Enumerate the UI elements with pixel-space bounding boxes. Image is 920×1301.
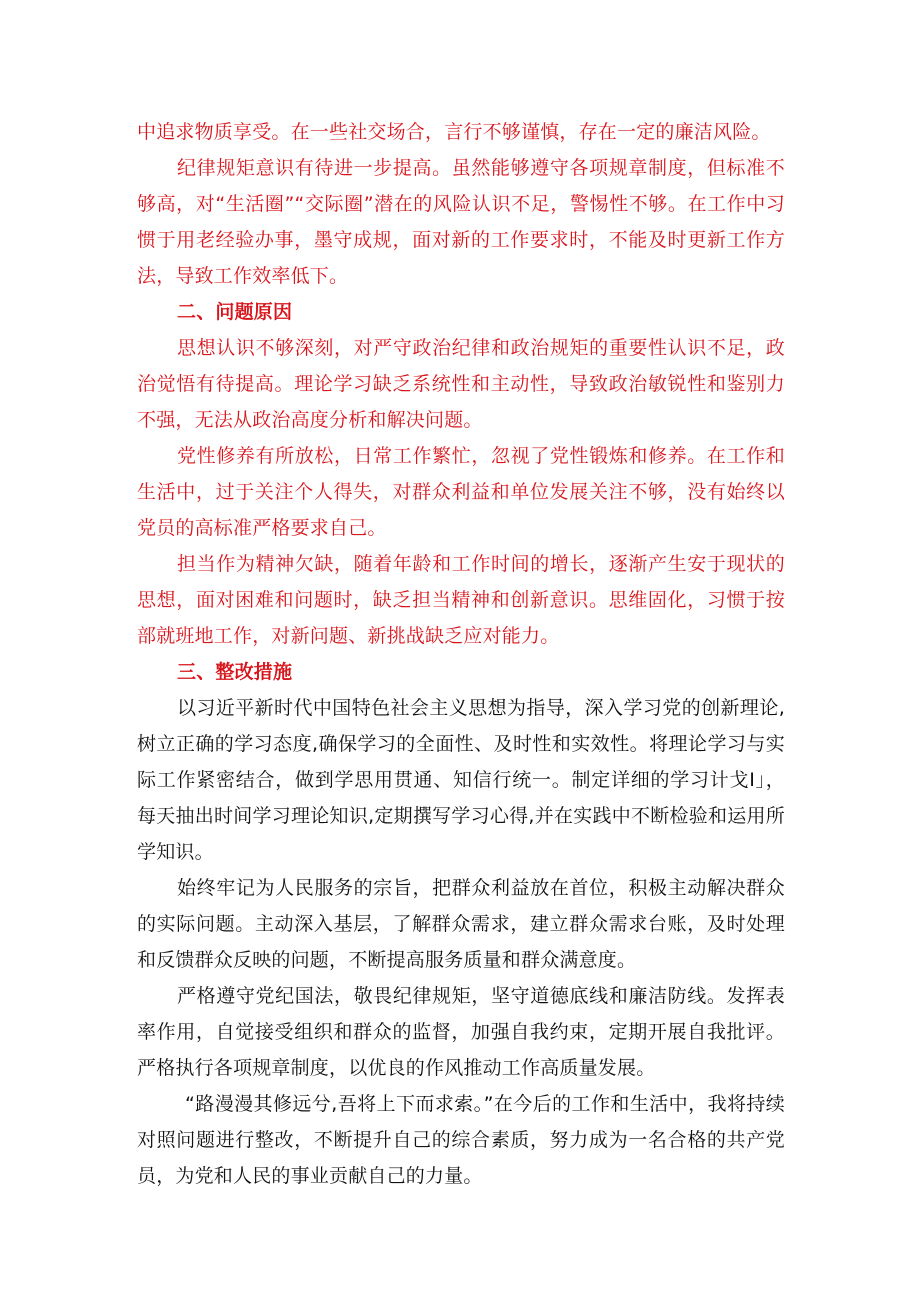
paragraph-continuation: 中追求物质享受。在一些社交场合，言行不够谨慎，存在一定的廉洁风险。 [137,121,771,143]
document-body [137,114,785,1194]
paragraph-discipline: 纪律规矩意识有待进一步提高。虽然能够遵守各项规章制度，但标准不够高，对“生活圈”“交际圈”潜在的风险认识不足，警惕性不够。在工作中习惯于用老经验办事，墨守成规，面对新的工作要求时，不能及时更新工作方法，导致工作效率低下。 [137,157,785,287]
paragraph-measure-study: 以习近平新时代中国特色社会主义思想为指导，深入学习党的创新理论,树立正确的学习态度,确保学习的全面性、及时性和实效性。将理论学习与实际工作紧密结合，做到学思用贯通、知信行统一。制定详细的学习计戈I」，每天抽出时间学习理论知识,定期撰写学习心得,并在实践中不断检验和运用所学知识。 [137,697,785,863]
paragraph-measure-discipline: 严格遵守党纪国法，敬畏纪律规矩，坚守道德底线和廉洁防线。发挥表率作用，自觉接受组织和群众的监督，加强自我约束，定期开展自我批评。严格执行各项规章制度，以优良的作风推动工作高质量发展。 [137,985,785,1079]
section-heading-causes: 二、问题原因 [177,301,293,323]
paragraph-cause-thinking: 思想认识不够深刻，对严守政治纪律和政治规矩的重要性认识不足，政治觉悟有待提高。理论学习缺乏系统性和主动性，导致政治敏锐性和鉴别力不强，无法从政治高度分析和解决问题。 [137,337,785,431]
paragraph-cause-responsibility: 担当作为精神欠缺，随着年龄和工作时间的增长，逐渐产生安于现状的思想，面对困难和问题时，缺乏担当精神和创新意识。思维固化，习惯于按部就班地工作，对新问题、新挑战缺乏应对能力。 [137,553,785,647]
paragraph-measure-service: 始终牢记为人民服务的宗旨，把群众利益放在首位，积极主动解决群众的实际问题。主动深入基层，了解群众需求，建立群众需求台账，及时处理和反馈群众反映的问题，不断提高服务质量和群众满意度。 [137,877,785,971]
section-heading-measures: 三、整改措施 [177,661,293,683]
paragraph-cause-party-spirit: 党性修养有所放松，日常工作繁忙，忽视了党性锻炼和修养。在工作和生活中，过于关注个人得失，对群众利益和单位发展关注不够，没有始终以党员的高标准严格要求自己。 [137,445,785,539]
paragraph-conclusion: “路漫漫其修远兮,吾将上下而求索。”在今后的工作和生活中，我将持续对照问题进行整改，不断提升自己的综合素质，努力成为一名合格的共产党员，为党和人民的事业贡献自己的力量。 [137,1093,785,1187]
